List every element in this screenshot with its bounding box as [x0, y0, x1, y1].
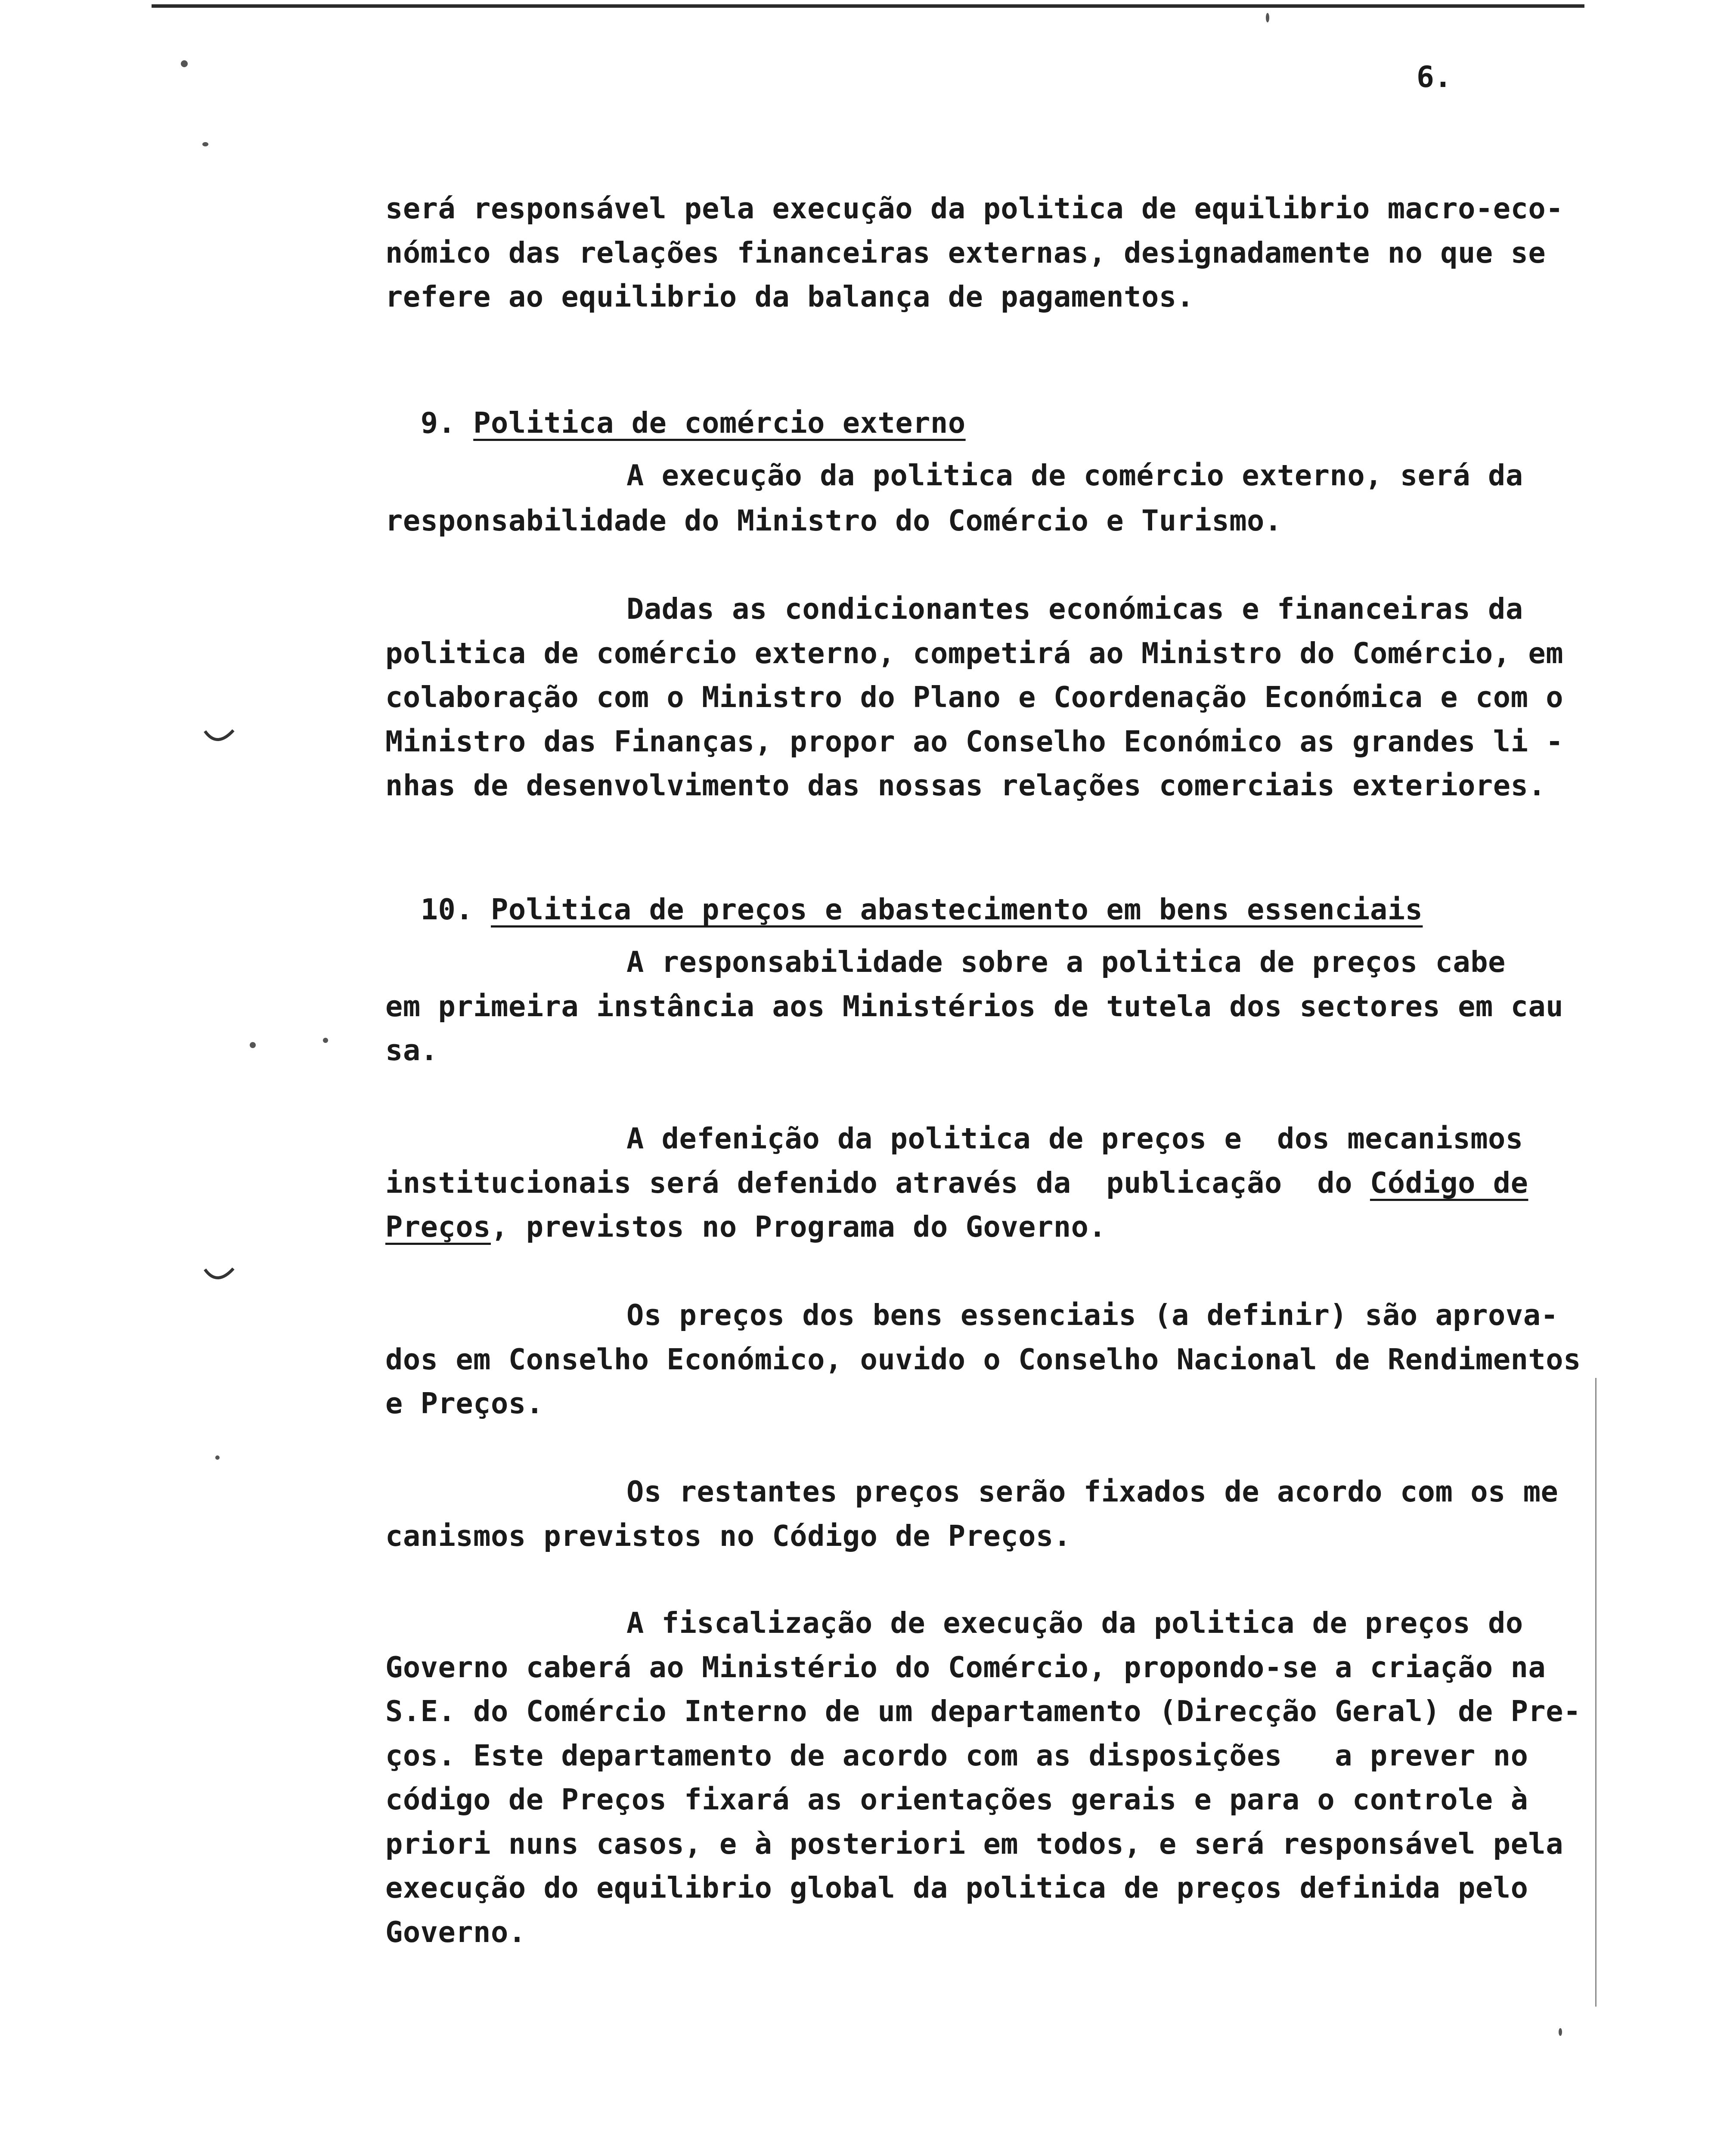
top-rule	[152, 4, 1584, 8]
body-text-line: responsabilidade do Ministro do Comércio e Turismo.	[385, 504, 1282, 537]
body-text-line	[385, 1210, 1106, 1244]
scan-speck	[202, 142, 208, 146]
body-text-line: A execução da politica de comércio externo, será da	[626, 459, 1523, 492]
body-text-line: ços. Este departamento de acordo com as disposições a prever no	[385, 1739, 1528, 1772]
scan-speck	[250, 1042, 256, 1048]
text-segment: institucionais será defenido através da publicação do	[385, 1166, 1370, 1200]
body-text-line: Os preços dos bens essenciais (a definir) são aprova-	[626, 1298, 1559, 1332]
section-title: Politica de preços e abastecimento em bens essenciais	[491, 893, 1423, 926]
body-text-line: A fiscalização de execução da politica de preços do	[626, 1606, 1523, 1640]
section-heading-10	[385, 859, 1423, 926]
code-reference: Preços	[385, 1210, 491, 1244]
body-text-line: nómico das relações financeiras externas, designadamente no que se	[385, 236, 1546, 270]
section-title: Politica de comércio externo	[473, 406, 966, 440]
scan-speck	[323, 1038, 328, 1043]
body-text-line: A responsabilidade sobre a politica de preços cabe	[626, 945, 1506, 979]
text-segment: , previstos no Programa do Governo.	[491, 1210, 1107, 1244]
body-text-line: Governo.	[385, 1915, 526, 1949]
binder-hole-mark-lower	[202, 1266, 237, 1292]
body-text-line: colaboração com o Ministro do Plano e Coordenação Económica e com o	[385, 680, 1564, 714]
body-text-line: nhas de desenvolvimento das nossas relações comerciais exteriores.	[385, 769, 1546, 802]
body-text-line: A defenição da politica de preços e dos mecanismos	[626, 1122, 1523, 1155]
body-text-line: Os restantes preços serão fixados de acordo com os me	[626, 1475, 1559, 1508]
body-text-line: Governo caberá ao Ministério do Comércio, propondo-se a criação na	[385, 1650, 1546, 1684]
scan-speck	[1266, 13, 1269, 22]
body-text-line: sa.	[385, 1033, 438, 1067]
body-text-line: refere ao equilibrio da balança de pagamentos.	[385, 280, 1194, 313]
scan-speck	[1559, 2028, 1562, 2036]
page-number: 6.	[1417, 60, 1452, 94]
section-number: 10.	[420, 893, 474, 926]
body-text-line: priori nuns casos, e à posteriori em todos, e será responsável pela	[385, 1827, 1564, 1861]
body-text-line: dos em Conselho Económico, ouvido o Conselho Nacional de Rendimentos	[385, 1343, 1581, 1376]
body-text-line: em primeira instância aos Ministérios de tutela dos sectores em cau	[385, 990, 1564, 1023]
scan-speck	[181, 60, 188, 67]
body-text-line: Ministro das Finanças, propor ao Conselho Económico as grandes li -	[385, 725, 1564, 758]
body-text-line: canismos previstos no Código de Preços.	[385, 1519, 1071, 1553]
body-text-line: e Preços.	[385, 1387, 544, 1420]
body-text-line	[385, 1166, 1528, 1200]
body-text-line: politica de comércio externo, competirá ao Ministro do Comércio, em	[385, 636, 1564, 670]
binder-hole-mark-upper	[202, 728, 237, 754]
section-heading-9	[385, 372, 966, 440]
body-text-line: Dadas as condicionantes económicas e financeiras da	[626, 592, 1523, 626]
body-text-line: código de Preços fixará as orientações gerais e para o controle à	[385, 1783, 1528, 1816]
body-text-line: execução do equilibrio global da politica de preços definida pelo	[385, 1871, 1528, 1905]
section-number: 9.	[420, 406, 456, 440]
body-text-line: S.E. do Comércio Interno de um departamento (Direcção Geral) de Pre-	[385, 1694, 1581, 1728]
scan-edge-line	[1595, 1378, 1596, 2007]
code-reference: Código de	[1370, 1166, 1528, 1200]
body-text-line: será responsável pela execução da politica de equilibrio macro-eco-	[385, 192, 1564, 225]
scan-speck	[215, 1455, 220, 1460]
